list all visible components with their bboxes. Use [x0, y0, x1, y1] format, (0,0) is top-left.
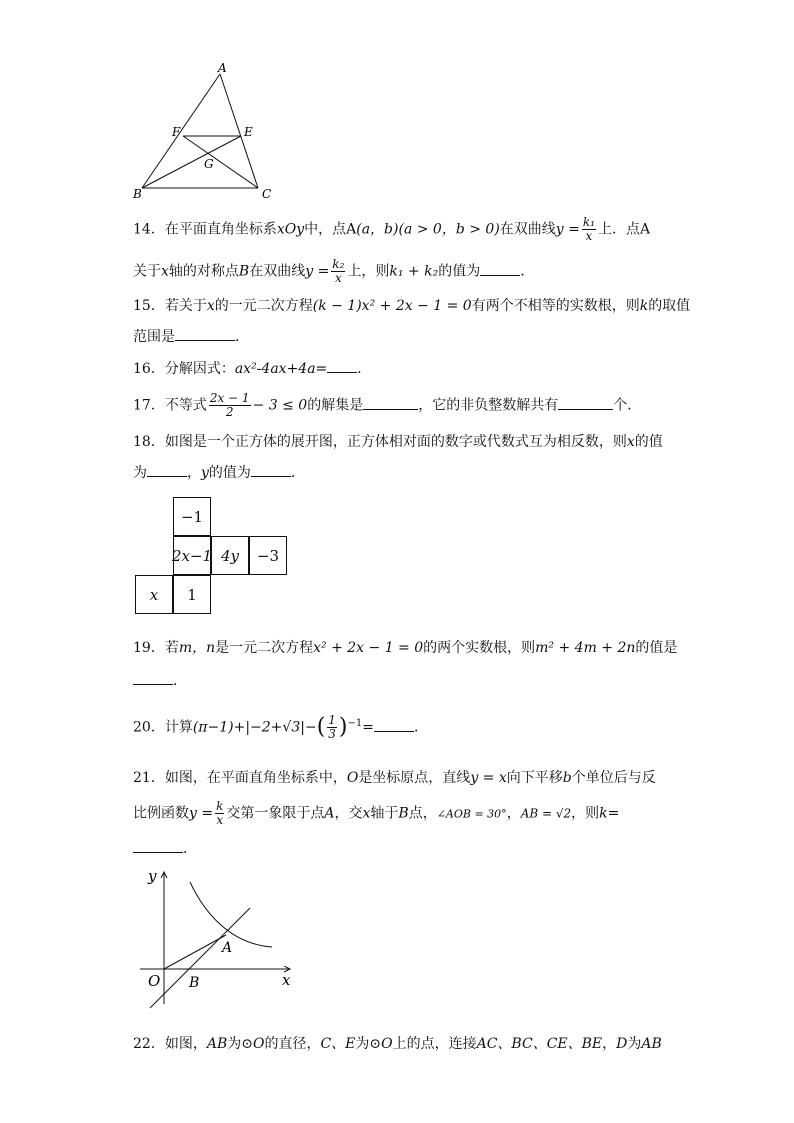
q22-text: ， — [602, 1036, 617, 1052]
cube-cell-4-text: −3 — [256, 546, 280, 565]
q14-text: 在平面直角坐标系 — [164, 221, 277, 238]
label-E: E — [244, 125, 253, 139]
question-14-line-1 — [133, 216, 663, 243]
q15-answer-blank[interactable] — [175, 326, 235, 341]
q15-equation: (k − 1)x² + 2x − 1 = 0 — [312, 298, 472, 314]
q19-number: 19． — [133, 640, 165, 656]
q14-frac2-den: x — [334, 271, 342, 285]
q18-answer-blank-2[interactable] — [251, 462, 291, 477]
q14-text: 的值为 — [438, 263, 481, 280]
q17-number: 17． — [133, 397, 165, 414]
q22-O: O — [381, 1036, 393, 1052]
q17-frac — [209, 392, 251, 419]
q16-answer-blank[interactable] — [327, 358, 357, 373]
q22-text: 为⊙ — [355, 1036, 382, 1052]
y-axis-label: y — [148, 867, 157, 885]
q21-frac — [215, 800, 224, 827]
q19-text: 是一元二次方程 — [215, 640, 314, 656]
cube-cell-3-text: 4y — [220, 546, 240, 565]
q22-CE: C、E — [320, 1036, 356, 1052]
question-21-line-1 — [133, 768, 663, 788]
q14-frac1-num: k₁ — [582, 215, 595, 229]
q21-O: O — [346, 770, 359, 786]
cube-cell-4 — [249, 536, 287, 575]
q14-B: B — [238, 263, 250, 280]
q14-end: . — [520, 263, 525, 280]
cube-cell-1-text: −1 — [180, 507, 204, 526]
q14-frac1-den: x — [585, 229, 593, 243]
cube-cell-1 — [173, 497, 211, 536]
triangle-figure — [130, 60, 280, 205]
q21-answer-blank[interactable] — [133, 838, 183, 853]
question-20 — [133, 714, 663, 741]
hyperbola-curve — [190, 882, 272, 947]
q21-text: 向下平移 — [506, 770, 563, 786]
label-G: G — [204, 157, 214, 171]
shifted-line — [150, 908, 250, 1008]
question-16 — [133, 358, 663, 379]
q17-answer-blank-2[interactable] — [558, 395, 613, 410]
q21-text: 如图，在平面直角坐标系中， — [164, 770, 347, 786]
cube-cell-3 — [211, 536, 249, 575]
q21-k: k — [599, 805, 608, 822]
q17-text: 的解集是 — [307, 397, 364, 414]
q14-coords: (a，b) — [356, 221, 399, 238]
q22-D: D — [616, 1036, 628, 1052]
q22-text: 的直径， — [264, 1036, 321, 1052]
q21-A: A — [324, 805, 335, 822]
cube-cell-2 — [173, 536, 211, 575]
x-axis-label: x — [282, 971, 291, 989]
q19-answer-blank[interactable] — [133, 670, 173, 685]
q21-number: 21． — [133, 770, 165, 786]
q18-end: ． — [290, 465, 305, 481]
coordinate-graph-figure — [140, 862, 310, 1012]
question-17 — [133, 392, 663, 419]
q15-number: 15． — [133, 298, 165, 314]
q16-text: 分解因式： — [164, 361, 235, 377]
q14-x: x — [161, 263, 169, 280]
q22-segments: AC、BC、CE、BE — [476, 1036, 603, 1052]
q21-text: ，交 — [334, 805, 363, 822]
q17-answer-blank-1[interactable] — [363, 395, 418, 410]
q14-text: 关于 — [133, 263, 161, 280]
q22-text: 如图， — [164, 1036, 207, 1052]
q22-O: O — [252, 1036, 265, 1052]
question-18-line-1 — [133, 432, 663, 452]
q14-text: 中，点A — [304, 221, 357, 238]
q14-frac1 — [582, 216, 596, 243]
q19-equation: x² + 2x − 1 = 0 — [313, 640, 424, 656]
q14-text: 轴的对称点 — [168, 263, 239, 280]
q20-frac-num: 1 — [328, 713, 336, 728]
q16-expr: ax²-4ax+4a= — [234, 361, 328, 377]
q18-text: 如图是一个正方体的展开图，正方体相对面的数字或代数式互为相反数，则 — [164, 434, 627, 450]
q15-text: 有两个不相等的实数根，则 — [471, 298, 640, 314]
q16-end: ． — [357, 361, 372, 377]
q18-text: ， — [187, 465, 201, 481]
question-19-line-1 — [133, 638, 678, 658]
q15-x: x — [206, 298, 215, 314]
q21-text: 是坐标原点，直线 — [358, 770, 471, 786]
q21-equals: = — [607, 805, 620, 822]
q15-text: 范围是 — [133, 329, 175, 345]
q21-eq-lhs: y = — [189, 805, 214, 822]
q21-text: 个单位后与反 — [571, 770, 656, 786]
q14-text: 在双曲线 — [249, 263, 306, 280]
q14-condition: (a > 0，b > 0) — [398, 221, 500, 238]
cube-cell-2-text: 2x−1 — [171, 546, 213, 565]
label-B: B — [133, 187, 142, 201]
q22-AB: AB — [641, 1036, 662, 1052]
q20-number: 20． — [133, 719, 165, 736]
q22-text: 上的点，连接 — [392, 1036, 477, 1052]
q19-expr: m² + 4m + 2n — [535, 640, 636, 656]
point-B-label: B — [189, 975, 200, 991]
q21-angle: ∠AOB = 30° — [436, 807, 507, 821]
q15-k: k — [639, 298, 649, 314]
q18-answer-blank-1[interactable] — [147, 462, 187, 477]
q21-ab: AB = √2 — [520, 806, 572, 821]
q20-end: ． — [414, 719, 428, 736]
q20-exponent: −1 — [347, 718, 363, 729]
q20-text: 计算 — [164, 719, 193, 736]
question-15-line-1 — [133, 296, 691, 316]
q18-number: 18． — [133, 434, 165, 450]
origin-label: O — [148, 972, 161, 990]
q14-text: 在双曲线 — [499, 221, 556, 238]
q14-answer-blank[interactable] — [480, 261, 520, 276]
q15-text: 的取值 — [648, 298, 691, 314]
q20-answer-blank[interactable] — [374, 717, 414, 732]
question-19-line-2 — [133, 670, 663, 691]
q21-text: 轴于 — [370, 805, 399, 822]
q22-AB: AB — [206, 1036, 228, 1052]
q21-text: 交第一象限于点 — [226, 805, 325, 822]
q14-expr: k₁ + k₂ — [389, 263, 439, 280]
label-A: A — [218, 61, 227, 75]
q14-frac2 — [331, 258, 345, 285]
point-A-label: A — [222, 940, 233, 956]
q22-number: 22． — [133, 1036, 165, 1052]
q14-eq2-lhs: y = — [305, 263, 330, 280]
cube-cell-6 — [173, 575, 211, 614]
q22-text: 为⊙ — [227, 1036, 253, 1052]
q14-system: xOy — [276, 221, 305, 238]
label-F: F — [172, 125, 181, 139]
q18-text: 的值为 — [208, 465, 251, 481]
q19-text: 若 — [164, 640, 179, 656]
cube-cell-6-text: 1 — [187, 585, 197, 604]
q16-number: 16． — [133, 361, 165, 377]
cube-cell-5-text: x — [149, 585, 159, 604]
q22-text: 为 — [627, 1036, 642, 1052]
q21-x-axis: x — [362, 805, 371, 822]
q21-frac-den: x — [216, 813, 224, 827]
q19-end: ． — [173, 673, 187, 689]
q14-text: 上．点A — [597, 221, 651, 238]
q20-paren-close: ) — [338, 714, 348, 740]
q18-text: 的值 — [634, 434, 663, 450]
q21-text: ， — [506, 805, 521, 822]
q20-frac — [327, 714, 337, 741]
cube-cell-5 — [135, 575, 173, 614]
q14-eq1-lhs: y = — [555, 221, 580, 238]
q21-frac-num: k — [216, 799, 224, 813]
q20-paren-open: ( — [316, 714, 326, 740]
q18-y: y — [201, 465, 209, 481]
q21-end: ． — [183, 841, 197, 857]
q21-text: ，则 — [571, 805, 600, 822]
q21-line: y = x — [470, 770, 507, 786]
q19-text: 的两个实数根，则 — [423, 640, 536, 656]
q14-frac2-num: k₂ — [332, 257, 345, 271]
q14-text: 上，则 — [347, 263, 390, 280]
q21-b: b — [562, 770, 572, 786]
q18-x: x — [626, 434, 635, 450]
q15-text: 若关于 — [164, 298, 207, 314]
q19-mn: m，n — [178, 640, 216, 656]
q17-frac-num: 2x − 1 — [209, 391, 250, 405]
q21-B: B — [398, 805, 409, 822]
segment-OA — [164, 935, 226, 969]
question-22 — [133, 1034, 663, 1054]
q17-rest: − 3 ≤ 0 — [252, 397, 308, 414]
q21-text: 点， — [408, 805, 437, 822]
question-15-line-2 — [133, 326, 663, 347]
q14-number: 14． — [133, 221, 165, 238]
q17-text: 不等式 — [164, 397, 207, 414]
q21-text: 比例函数 — [133, 805, 189, 822]
q20-expr: (π−1)+|−2+√3|− — [192, 719, 317, 736]
q20-equals: = — [362, 719, 374, 736]
q20-frac-den: 3 — [328, 727, 336, 742]
question-18-line-2 — [133, 462, 663, 483]
question-21-line-3 — [133, 838, 663, 859]
q18-text: 为 — [133, 465, 147, 481]
q17-frac-den: 2 — [225, 405, 234, 419]
q19-text: 的值是 — [635, 640, 678, 656]
q15-end: ． — [235, 329, 249, 345]
label-C: C — [262, 187, 272, 201]
q15-text: 的一元二次方程 — [214, 298, 313, 314]
q17-text: ，它的非负整数解共有 — [418, 397, 559, 414]
question-21-line-2 — [133, 800, 663, 827]
q17-text: 个． — [613, 397, 642, 414]
question-14-line-2 — [133, 258, 663, 285]
